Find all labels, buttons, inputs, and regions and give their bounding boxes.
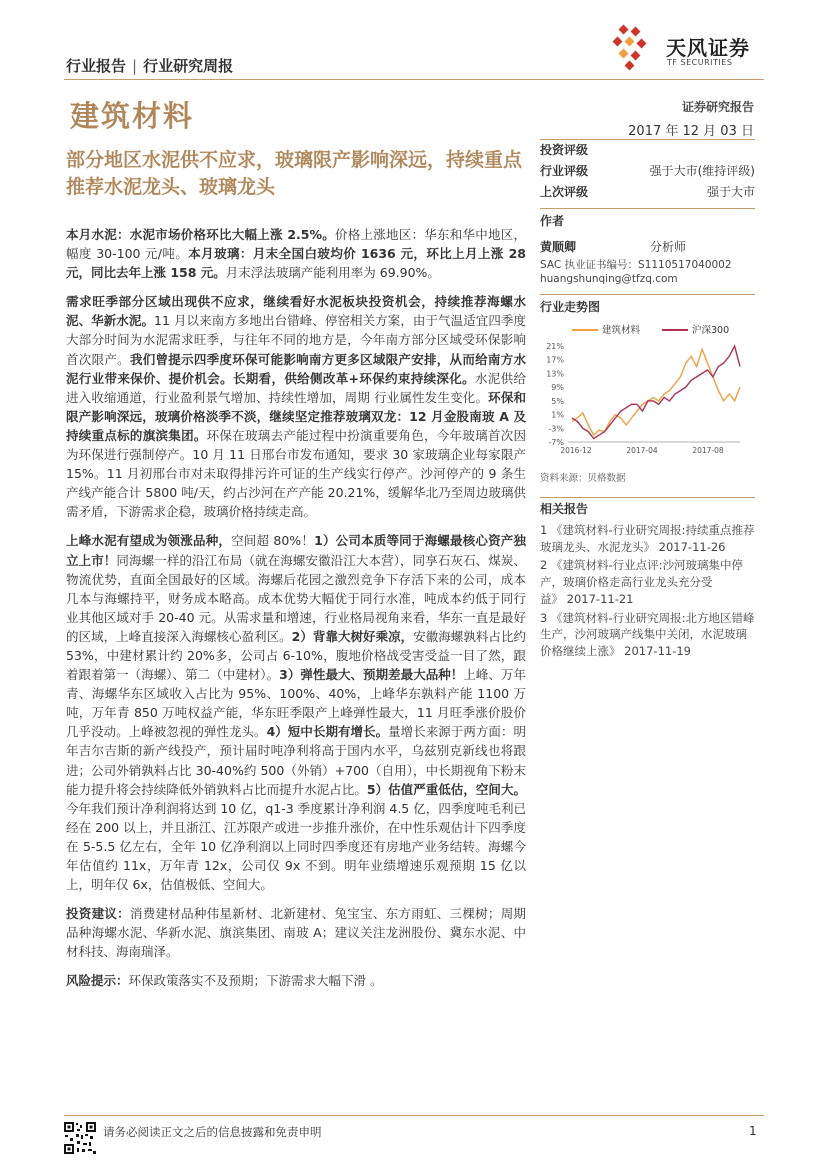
related-item[interactable]: 2 《建筑材料-行业点评:沙河玻璃集中停产，玻璃价格走高行业龙头充分受益》 2017-11-21: [540, 558, 743, 606]
related-label-block: [540, 500, 755, 517]
report-type-line: [66, 55, 233, 76]
prev-rating-value: 强于大市: [706, 185, 755, 199]
author-name: 黄顺卿: [540, 240, 577, 254]
body-text: [66, 225, 526, 1001]
page-number: 1: [749, 1124, 757, 1138]
trend-source: 资料来源：贝格数据: [540, 473, 626, 484]
paragraph-risk: 风险提示：环保政策落实不及预期；下游需求大幅下滑 。: [66, 973, 383, 989]
prev-rating-label: 上次评级: [540, 185, 589, 199]
author-section-label: 作者: [540, 214, 565, 228]
svg-text:建筑材料: 建筑材料: [602, 325, 641, 336]
y-tick-label: -3%: [548, 424, 564, 434]
paragraph-summary: 本月水泥：水泥市场价格环比大幅上涨 2.5%。价格上涨地区：华东和华中地区， 幅度 30-100 元/吨。本月玻璃：月末全国白玻均价 1636 元，环比上月上涨 28 元，同比去年上涨 158 元。月末浮法玻璃产能利用率为 69.90%。: [66, 227, 526, 281]
side-rule: [540, 208, 755, 209]
trend-section-label: 行业走势图: [540, 300, 601, 314]
industry-rating-label: 行业评级: [540, 164, 589, 178]
industry-rating-value: 强于大市(维持评级): [649, 164, 755, 178]
side-rule: [540, 497, 755, 498]
related-item[interactable]: 3 《建筑材料-行业研究周报:北方地区错峰生产，沙河玻璃产线集中关闭，水泥玻璃价格继续上涨》 2017-11-19: [540, 610, 755, 658]
separator: |: [132, 57, 138, 75]
rating-section-label: 投资评级: [540, 143, 589, 157]
doc-type: 证券研究报告: [681, 100, 754, 114]
x-tick-label: 2017-08: [692, 446, 724, 455]
qr-code-icon[interactable]: [63, 1121, 97, 1155]
trend-label-block: [540, 298, 755, 315]
author-row: [540, 238, 755, 255]
y-tick-label: -7%: [548, 438, 564, 447]
header-rule: [64, 79, 764, 80]
prev-rating-row: [540, 183, 755, 200]
brand-sub: TF SECURITIES: [667, 58, 733, 67]
author-cert: SAC 执业证书编号：S1110517040002: [540, 259, 732, 271]
related-list: [540, 522, 758, 662]
related-section-label: 相关报告: [540, 502, 589, 516]
paragraph-advice: 投资建议：消费建材品种伟星新材、北新建材、兔宝宝、东方雨虹、三棵树；周期品种海螺水泥、华新水泥、旗滨集团、南玻 A；建议关注龙洲股份、冀东水泥、中材科技、海南瑞泽。: [66, 906, 526, 960]
legend-entry: [572, 324, 641, 336]
y-tick-label: 17%: [546, 355, 564, 365]
rating-block: [540, 141, 755, 200]
svg-text:沪深300: 沪深300: [692, 325, 730, 336]
trend-chart: [540, 318, 760, 458]
author-block: [540, 212, 755, 285]
y-tick-label: 1%: [551, 410, 564, 420]
series-line: [572, 349, 740, 435]
brand-name: 天风证券: [666, 36, 750, 60]
y-tick-label: 13%: [546, 369, 564, 379]
side-rule: [540, 294, 755, 295]
y-tick-label: 9%: [551, 383, 564, 393]
side-rule: [540, 139, 755, 140]
industry-title: 建筑材料: [70, 99, 195, 133]
y-tick-label: 5%: [551, 396, 564, 406]
paragraph-cement: 需求旺季部分区域出现供不应求，继续看好水泥板块投资机会，持续推荐海螺水泥、华新水泥。11 月以来南方多地出台错峰、停窑相关方案，由于气温适宜四季度大部分时间为水泥需求旺季，与往年不同的地方是，今年南方部分区域受环保影响首次限产。我们曾提示四季度环保可能影响南方更多区域限产安排，从而给南方水泥行业带来保价、提价机会。长期看，供给侧改革+环保约束持续深化。水泥供给进入收缩通道，行业盈利景气增加、持续性增加，周期 行业属性发生变化。环保和限产影响深远，玻璃价格淡季不淡，继续坚定推荐玻璃双龙：12 月金股南玻 A 及持续重点标的旗滨集团。环保在玻璃去产能过程中扮演重要角色，今年玻璃首次因为环保进行强制停产。10 月 11 日邢台市发布通知，要求 30 家玻璃企业每家限产 15%。11 月初邢台市对未取得排污许可证的生产线实行停产。沙河停产的 9 条生产线产能合计 5800 吨/天，约占沙河在产产能 20.21%，缓解华北乃至周边玻璃供需矛盾，下游需求企稳，玻璃价格持续走高。: [66, 294, 526, 520]
footer-rule: [64, 1115, 764, 1116]
report-type: 行业报告: [66, 57, 127, 75]
industry-rating-row: [540, 162, 755, 179]
report-subtype: 行业研究周报: [143, 57, 234, 75]
related-item[interactable]: 1 《建筑材料-行业研究周报:持续重点推荐玻璃龙头、水泥龙头》 2017-11-26: [540, 523, 755, 554]
author-role: 分析师: [650, 240, 687, 254]
paragraph-shangfeng: 上峰水泥有望成为领涨品种，空间超 80%！1）公司本质等同于海螺最核心资产独立上市！同海螺一样的沿江布局（就在海螺安徽沿江大本营），同享石灰石、煤炭、物流优势，直面全国最好的区域。海螺后花园之激烈竞争下存活下来的公司，成本几本与海螺持平，财务成本略高。成本优势大幅优于同行水准，吨成本约低于同行业其他区域对手 20-40 元。从需求量和增速，行业格局视角来看，华东一直是最好的区域，上峰直接深入海螺核心盈利区。2）背靠大树好乘凉，安徽海螺孰料占比约 53%，中建材累计约 20%多，公司占 6-10%，腹地价格战受害受益一目了然，跟着跟着第一（海螺）、第二（中建材）。3）弹性最大、预期差最大品种！上峰、万年青、海螺华东区域收入占比为 95%、100%、40%，上峰华东孰料产能 1100 万吨，万年青 850 万吨权益产能，华东旺季限产上峰弹性最大，11 月旺季涨价股价几乎没动。上峰被忽视的弹性龙头。4）短中长期有增长。量增长来源于两方面：明年吉尔吉斯的新产线投产，预计届时吨净利将高于国内水平，乌兹别克新线也将跟进；公司外销孰料占比 30-40%约 500（外销）+700（自用），中长期视角下粉末能力提升将会持续降低外销孰料占比而提升水泥占比。5）估值严重低估，空间大。今年我们预计净利润将达到 10 亿，q1-3 季度累计净利润 4.5 亿，四季度吨毛利已经在 200 以上，并且浙江、江苏限产或进一步推升涨价，在中性乐观估计下四季度在 5-5.5 亿左右，全年 10 亿净利润以上同时四季度还有房地产业务结转。海螺今年估值约 11x，万年青 12x，公司仅 9x 不到。明年业绩增速乐观预期 15 亿以上，明年仅 6x，估值极低、空间大。: [66, 533, 526, 893]
footer-disclaimer[interactable]: 请务必阅读正文之后的信息披露和免责申明: [103, 1125, 322, 1139]
series-line: [572, 346, 740, 439]
x-tick-label: 2017-04: [626, 446, 658, 455]
report-date: 2017 年 12 月 03 日: [628, 124, 754, 139]
legend-entry: [662, 324, 729, 336]
author-email[interactable]: huangshunqing@tfzq.com: [540, 273, 678, 285]
headline: 部分地区水泥供不应求，玻璃限产影响深远，持续重点推荐水泥龙头、玻璃龙头: [66, 149, 523, 198]
x-tick-label: 2016-12: [560, 446, 592, 455]
y-tick-label: 21%: [546, 342, 564, 351]
